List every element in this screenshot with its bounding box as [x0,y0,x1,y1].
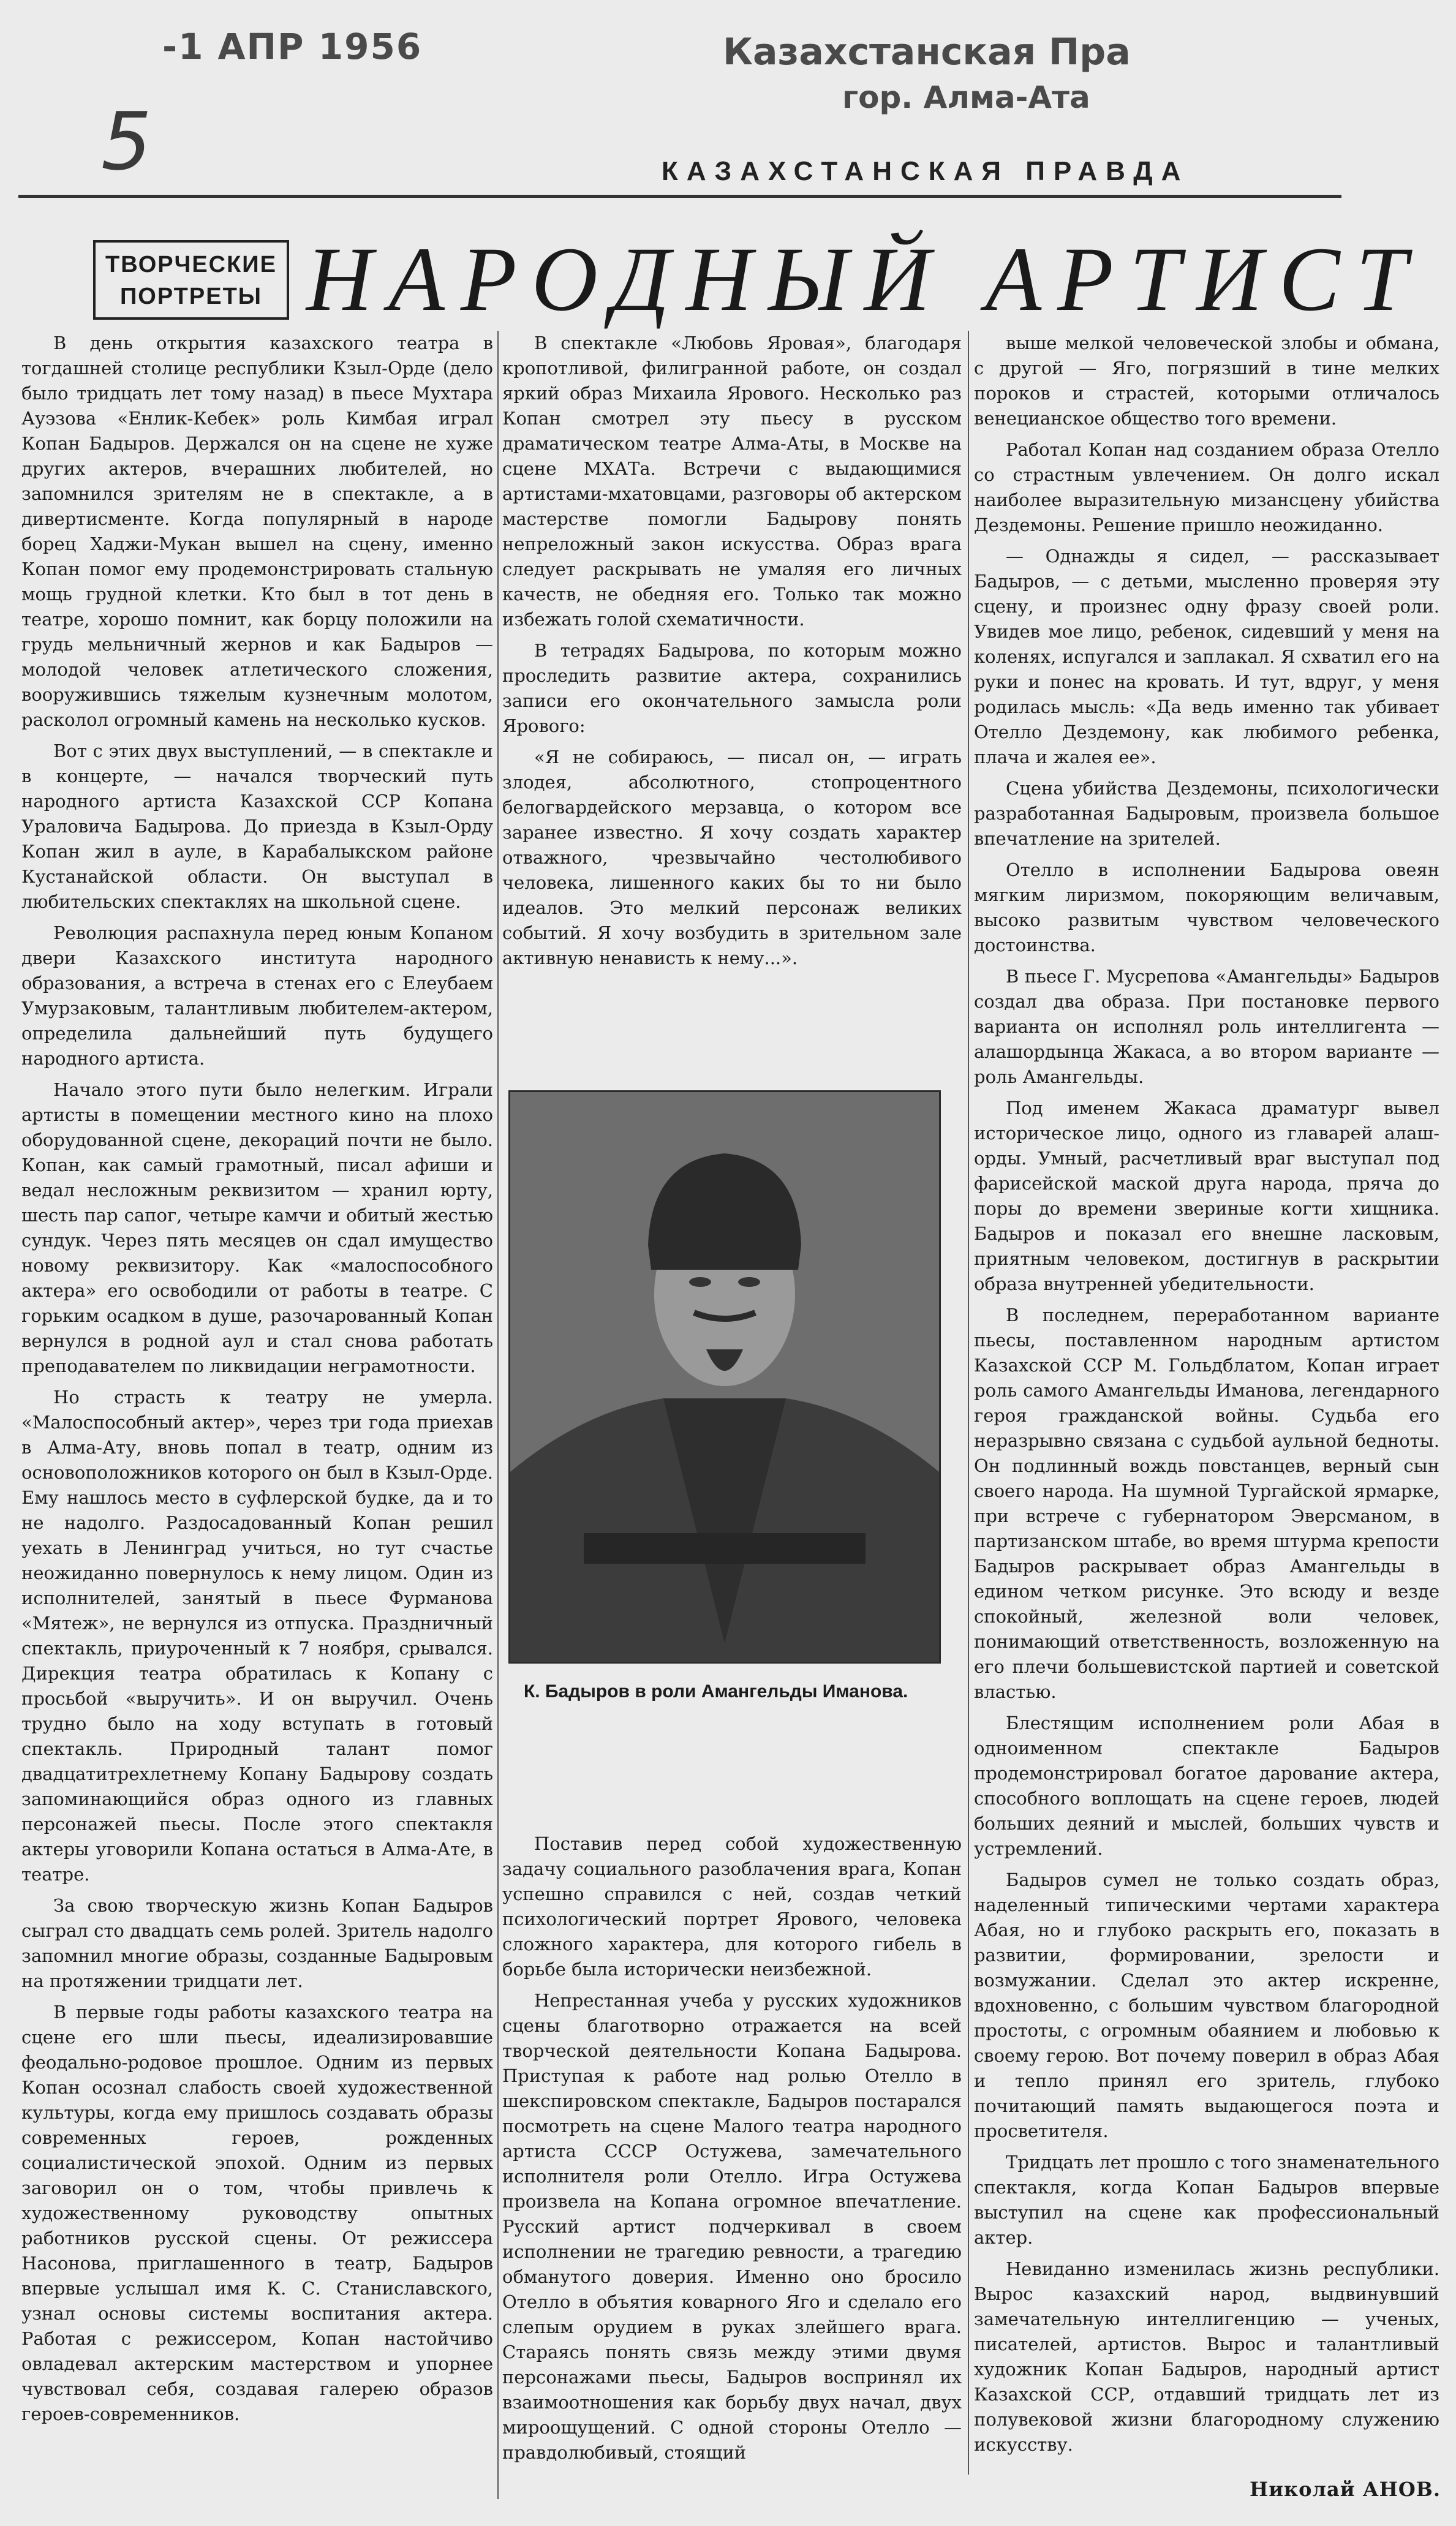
masthead-rule [18,195,1341,198]
newspaper-masthead: КАЗАХСТАНСКАЯ ПРАВДА [662,156,1190,186]
author-signature: Николай АНОВ. [1250,2478,1441,2501]
paragraph: В тетрадях Бадырова, по которым можно проследить развитие актера, сохранились записи его окончательного замысла роли Ярового: [502,640,962,736]
column-divider [968,331,969,2475]
paragraph: Революция распахнула перед юным Копаном двери Казахского института народного образования, а встреча в стенах его с Елеубаем Умурзаковым, талантливым любителем-актером, определила дальнейший путь будущего народного артиста. [21,922,493,1069]
paragraph: Бадыров сумел не только создать образ, наделенный типическими чертами характера Абая, но и глубоко раскрыть его, показать в развитии, формировании, зрелости и возмужании. Сделал это актер искренне, вдохновенно, с большим чувством благородной простоты, с огромным обаянием и любовью к своему герою. Вот почему поверил в образ Абая и тепло принял его зритель, глубоко почитающий память выдающегося поэта и просветителя. [974,1869,1439,2141]
paragraph: — Однажды я сидел, — рассказывает Бадыров, — с детьми, мысленно проверяя эту сцену, и произнес одну фразу своей роли. Увидев мое лицо, ребенок, сидевший у меня на коленях, испугался и заплакал. Я схватил его на руки и понес на кровать. И тут, вдруг, у меня родилась мысль: «Да ведь именно так убивает Отелло Дездемону, как любимого ребенка, плача и жалея ее». [974,546,1439,767]
date-stamp: -1 АПР 1956 [162,26,423,67]
paragraph: Работал Копан над созданием образа Отелло со страстным увлечением. Он долго искал наиболее выразительную мизансцену убийства Дездемоны. Решение пришло неожиданно. [974,439,1439,535]
paragraph: В спектакле «Любовь Яровая», благодаря кропотливой, филигранной работе, он создал яркий образ Михаила Ярового. Несколько раз Копан смотрел эту пьесу в русском драматическом театре Алма-Аты, в Москве на сцене МХАТа. Встречи с выдающимися артистами-мхатовцами, разговоры об актерском мастерстве помогли Бадырову понять непреложный закон искусства. Образ врага следует раскрывать не умаляя его личных качеств, не обедняя его. Только так можно избежать голой схематичности. [502,333,962,630]
paragraph: Но страсть к театру не умерла. «Малоспособный актер», через три года приехав в Алма-Ату, вновь попал в театр, одним из основоположников которого он был в Кзыл-Орде. Ему нашлось место в суфлерской будке, да и то не надолго. Раздосадованный Копан решил уехать в Ленинград учиться, но тут счастье неожиданно повернулось к нему лицом. Один из исполнителей, занятый в пьесе Фурманова «Мятеж», не вернулся из отпуска. Праздничный спектакль, приуроченный к 7 ноября, срывался. Дирекция театра обратилась к Копану с просьбой «выручить». И он выручил. Очень трудно было на ходу вступать в готовый спектакль. Природный талант помог двадцатитрехлетнему Копану Бадырову создать запоминающийся образ одного из главных персонажей пьесы. После этого спектакля актеры уговорили Копана остаться в Алма-Ате, в театре. [21,1387,493,1885]
handwritten-page-mark: 5 [101,95,152,188]
quote-paragraph: «Я не собираюсь, — писал он, — играть злодея, абсолютного, стопроцентного белогвардейского мерзавца, о котором все заранее известно. Я хочу создать характер отважного, чрезвычайно честолюбивого человека, лишенного каких бы то ни было идеалов. Это мелкий персонаж великих событий. Я хочу возбудить в зрительном зале активную ненависть к нему...». [502,747,962,968]
newspaper-name-stamp: Казахстанская Пра [723,31,1131,74]
photo-caption: К. Бадыров в роли Амангельды Иманова. [524,1681,908,1702]
paragraph: Невиданно изменилась жизнь республики. Вырос казахский народ, выдвинувший замечательную интеллигенцию — ученых, писателей, артистов. Вырос и талантливый художник Копан Бадыров, народный артист Казахской ССР, отдавший тридцать лет из полувековой жизни благородному служению искусству. [974,2258,1439,2455]
rubric-line-2: ПОРТРЕТЫ [119,284,263,309]
paragraph: Сцена убийства Дездемоны, психологически разработанная Бадыровым, произвела большое впечатление на зрителей. [974,778,1439,849]
actor-portrait-photo [508,1090,941,1664]
article-headline: НАРОДНЫЙ АРТИСТ [306,228,1424,330]
paragraph: Непрестанная учеба у русских художников сцены благотворно отражается на всей творческой деятельности Копана Бадырова. Приступая к работе над ролью Отелло в шекспировском спектакле, Бадыров постарался посмотреть на сцене Малого театра народного артиста СССР Остужева, замечательного исполнителя роли Отелло. Игра Остужева произвела на Копана огромное впечатление. Русский артист подчеркивал в своем исполнении не трагедию ревности, а трагедию обманутого доверия. Именно оно бросило Отелло в объятия коварного Яго и сделало его слепым орудием в руках злейшего врага. Стараясь понять связь между этими двумя персонажами пьесы, Бадыров воспринял их взаимоотношения как борьбу двух начал, двух мироощущений. С одной стороны Отелло — правдолюбивый, стоящий [502,1990,962,2463]
article-column-2-top [502,331,962,1072]
paragraph: За свою творческую жизнь Копан Бадыров сыграл сто двадцать семь ролей. Зритель надолго запомнил многие образы, созданные Бадыровым на протяжении тридцати лет. [21,1895,493,1991]
city-stamp: гор. Алма-Ата [842,80,1090,115]
paragraph: В первые годы работы казахского театра на сцене его шли пьесы, идеализировавшие феодально-родовое прошлое. Одним из первых Копан осознал слабость своей художественной культуры, когда ему пришлось создавать образы современных героев, рожденных социалистической эпохой. Одним из первых заговорил он о том, чтобы привлечь к художественному руководству опытных работников русской сцены. От режиссера Насонова, приглашенного в театр, Бадыров впервые услышал имя К. С. Станиславского, узнал основы системы воспитания актера. Работая с режиссером, Копан настойчиво овладевал актерским мастерством и упорнее чувствовал себя, создавая галерею образов героев-современников. [21,2002,493,2424]
rubric-box [93,240,289,320]
paragraph: Начало этого пути было нелегким. Играли артисты в помещении местного кино на плохо оборудованной сцене, декораций почти не было. Копан, как самый грамотный, писал афиши и ведал несложным реквизитом — хранил юрту, шесть пар сапог, четыре камчи и обитый жестью сундук. Через пять месяцев он сдал имущество новому реквизитору. Как «малоспособного актера» его освободили от работы в театре. С горьким осадком в душе, разочарованный Копан вернулся в родной аул и стал снова работать преподавателем по ликвидации неграмотности. [21,1079,493,1376]
article-column-2-bottom [502,1831,962,2505]
column-divider [497,331,499,2499]
paragraph: Под именем Жакаса драматург вывел историческое лицо, одного из главарей алаш-орды. Умный, расчетливый враг выступал под фарисейской маской друга народа, пряча до поры до времени звериные когти хищника. Бадыров и показал его внешне ласковым, приятным человеком, достигнув в раскрытии образа внутренней убедительности. [974,1098,1439,1294]
article-column-3 [974,331,1439,2475]
paragraph: Вот с этих двух выступлений, — в спектакле и в концерте, — начался творческий путь народного артиста Казахской ССР Копана Ураловича Бадырова. До приезда в Кзыл-Орду Копан жил в ауле, в Карабалыкском районе Кустанайской области. Он выступал в любительских спектаклях на школьной сцене. [21,741,493,912]
paragraph: В день открытия казахского театра в тогдашней столице республики Кзыл-Орде (дело было тридцать лет тому назад) в пьесе Мухтара Ауэзова «Енлик-Кебек» роль Кимбая играл Копан Бадыров. Держался он на сцене не хуже других актеров, вчерашних любителей, но запомнился зрителям не в спектакле, а в дивертисменте. Когда популярный в народе борец Хаджи-Мукан вышел на сцену, именно Копан помог ему продемонстрировать стальную мощь грудной клетки. Кто был в тот день в театре, хорошо помнит, как борцу положили на грудь мельничный жернов и как Бадыров — молодой человек атлетического сложения, вооружившись тяжелым кузнечным молотом, расколол огромный камень на несколько кусков. [21,333,493,730]
paragraph: выше мелкой человеческой злобы и обмана, с другой — Яго, погрязший в тине мелких пороков и страстей, которыми отличалось венецианское общество того времени. [974,333,1439,429]
rubric-line-1: ТВОРЧЕСКИЕ [105,252,277,277]
paragraph: Отелло в исполнении Бадырова овеян мягким лиризмом, покоряющим величавым, высоко развитым чувством человеческого достоинства. [974,859,1439,956]
article-column-1 [21,331,493,2511]
paragraph: В пьесе Г. Мусрепова «Амангельды» Бадыров создал два образа. При постановке первого варианта он исполнял роль интеллигента — алашордынца Жакаса, а во втором варианте — роль Амангельды. [974,966,1439,1087]
paragraph: В последнем, переработанном варианте пьесы, поставленном народным артистом Казахской ССР М. Гольдблатом, Копан играет роль самого Амангельды Иманова, легендарного героя гражданской войны. Судьба его неразрывно связана с судьбой аульной бедноты. Он подлинный вождь повстанцев, верный сын своего народа. На шумной Тургайской ярмарке, при встрече с губернатором Эверсманом, в партизанском штабе, во время штурма крепости Бадыров раскрывает образ Амангельды в едином четком рисунке. Это всюду и везде спокойный, железной воли человек, понимающий ответственность, возложенную на его плечи большевистской партией и советской властью. [974,1305,1439,1702]
paragraph: Блестящим исполнением роли Абая в одноименном спектакле Бадыров продемонстрировал богатое дарование актера, способного воплощать на сцене героев, людей больших деяний и мыслей, больших чувств и устремлений. [974,1713,1439,1859]
paragraph: Тридцать лет прошло с того знаменательного спектакля, когда Копан Бадыров впервые выступил на сцене как профессиональный актер. [974,2152,1439,2248]
portrait-figure-icon [510,1092,939,1662]
paragraph: Поставив перед собой художественную задачу социального разоблачения врага, Копан успешно справился с ней, создав четкий психологический портрет Ярового, человека сложного характера, для которого гибель в борьбе была исторически неизбежной. [502,1833,962,1980]
